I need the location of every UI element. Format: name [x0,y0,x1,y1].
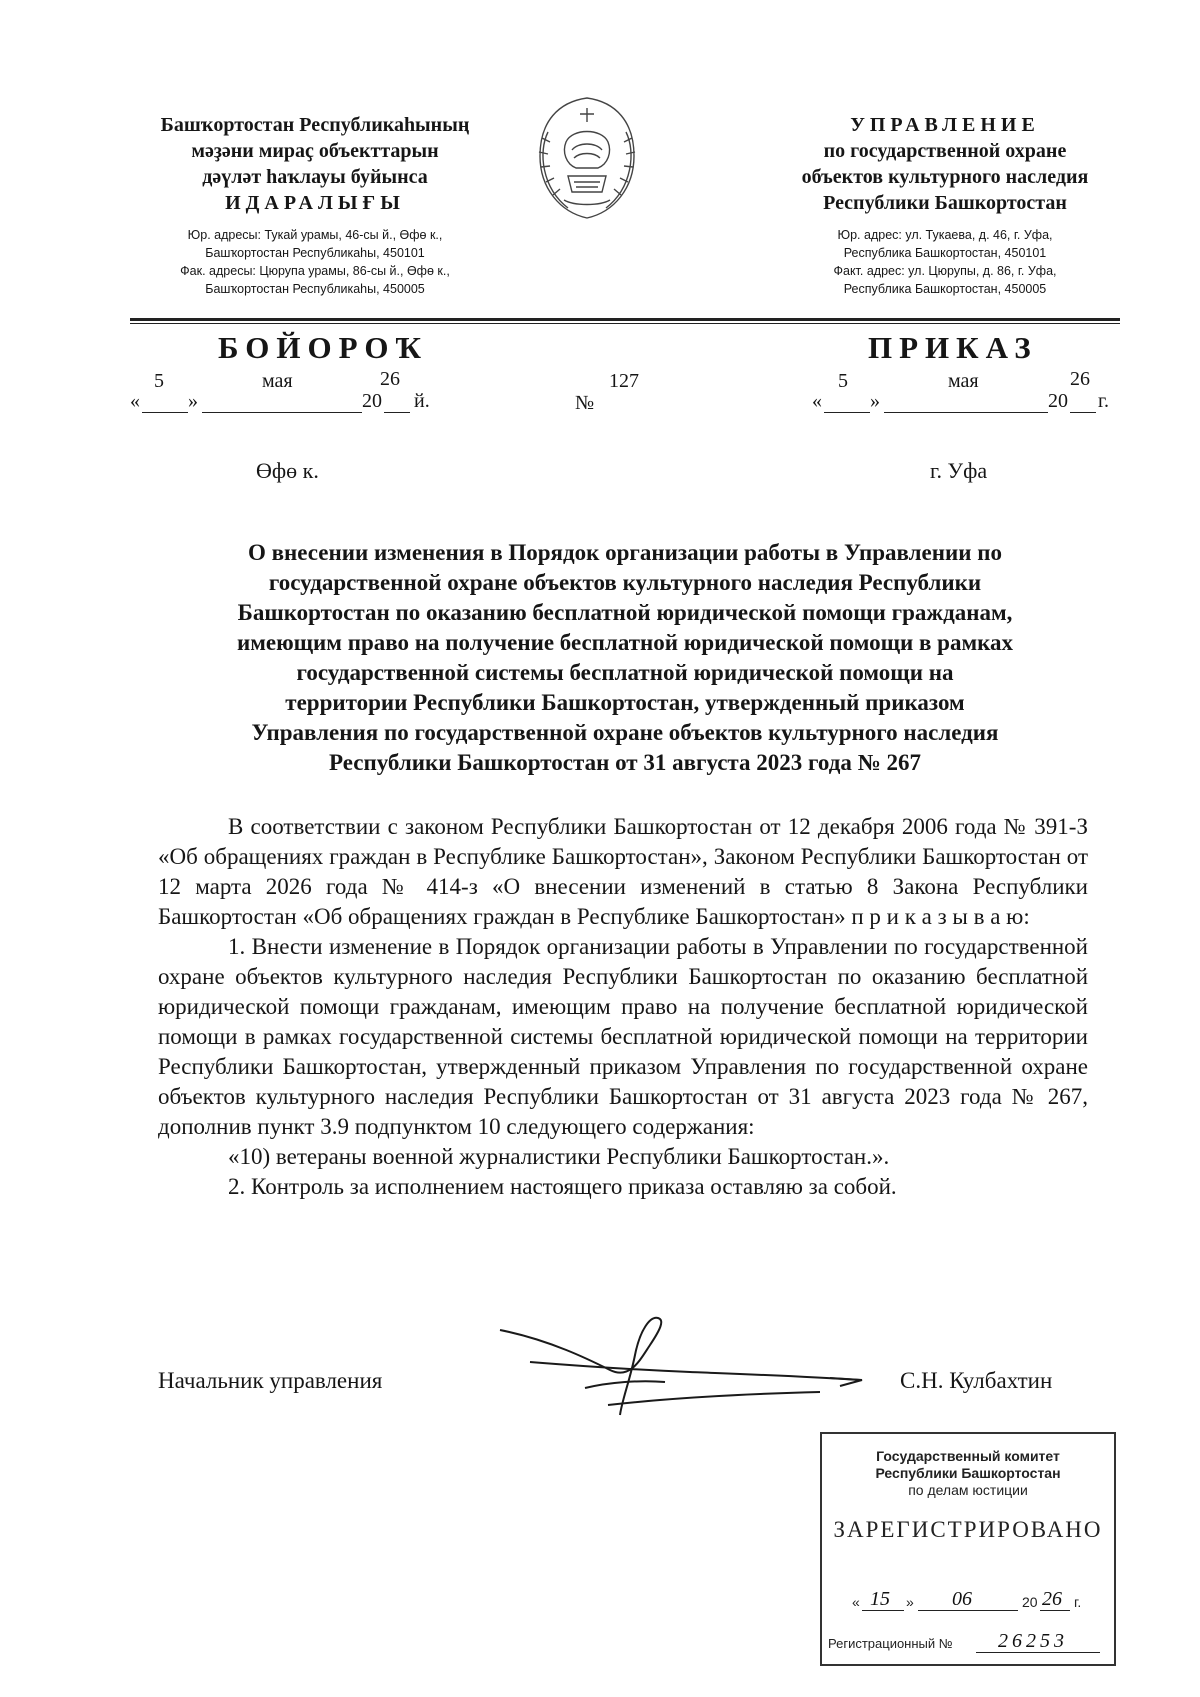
date-suffix: й. [414,390,430,412]
date-left [130,368,470,418]
number-label: № [575,392,595,414]
date-year-line [1070,390,1096,413]
heading-line: Управления по государственной охране объектов культурного наследия [251,720,999,745]
body-paragraph-item-1: 1. Внести изменение в Порядок организации работы в Управлении по государственной охране объектов культурного наследия Республики Башкортостан по оказанию бесплатной юридической помощи гражданам, имеющим право на получение бесплатной юридической помощи в рамках государственной системы бесплатной юридической помощи на территории Республики Башкортостан, утвержденный приказом Управления по государственной охране объектов культурного наследия Республики Башкортостан от 31 августа 2023 года № 267, дополнив пункт 3.9 подпунктом 10 следующего содержания: [158,934,1088,1139]
heading-line: Республики Башкортостан от 31 августа 2023 года № 267 [329,750,921,775]
number-value: 127 [609,370,639,392]
city-bashkir: Өфө к. [256,458,319,483]
stamp-year: 26 [1042,1588,1062,1610]
heading-line: государственной системы бесплатной юридической помощи на [296,660,954,685]
date-day: 5 [838,370,848,392]
org-name-russian-line2: по государственной охране [823,140,1067,162]
date-year: 26 [380,368,400,390]
signatory-name: С.Н. Кулбахтин [900,1368,1053,1393]
stamp-suffix: г. [1074,1594,1082,1610]
org-name-bashkir-line3: дәүләт һаҡлауы буйынса [202,166,428,188]
stamp-line: Государственный комитет [876,1448,1060,1464]
stamp-reg-label: Регистрационный № [828,1636,953,1651]
address-line: Факт. адрес: ул. Цюрупы, д. 86, г. Уфа, [833,264,1057,278]
signatory-title: Начальник управления [158,1368,383,1393]
date-suffix: г. [1098,390,1109,412]
header-left [120,112,510,298]
address-line: Башҡортостан Республикаһы, 450005 [205,282,425,296]
date-open-quote: « [130,390,140,412]
stamp-authority [822,1448,1114,1499]
org-name-russian-line4: Республики Башкортостан [823,192,1067,214]
stamp-year-prefix: 20 [1022,1594,1038,1610]
stamp-line: по делам юстиции [908,1482,1028,1498]
doc-type-russian: ПРИКАЗ [868,330,1038,365]
org-name-russian-line1: УПРАВЛЕНИЕ [850,114,1040,136]
org-name-bashkir-line2: мәҙәни мираҫ объекттарын [191,140,439,162]
address-line: Республика Башкортостан, 450005 [843,282,1047,296]
date-close-quote: » [870,390,880,412]
heading-line: имеющим право на получение бесплатной юридической помощи в рамках [236,630,1014,655]
date-right [812,368,1142,418]
heading-line: Башкортостан по оказанию бесплатной юридической помощи гражданам, [237,600,1013,625]
document-body [158,812,1088,1202]
date-close-quote: » [188,390,198,412]
org-name-russian-line3: объектов культурного наследия [801,166,1089,188]
body-paragraph-preamble [158,812,1088,932]
address-russian [780,226,1110,298]
stamp-close-quote: » [906,1594,914,1610]
order-verb: п р и к а з ы в а ю: [851,904,1030,929]
body-paragraph-item-2: 2. Контроль за исполнением настоящего приказа оставляю за собой. [228,1174,897,1199]
address-line: Башҡортостан Республикаһы, 450101 [205,246,425,260]
date-month: мая [262,370,293,392]
registration-stamp [820,1432,1116,1666]
stamp-status: ЗАРЕГИСТРИРОВАНО [833,1517,1103,1542]
stamp-open-quote: « [852,1594,860,1610]
date-day: 5 [154,370,164,392]
date-year-prefix: 20 [362,390,382,412]
heading-line: государственной охране объектов культурного наследия Республики [268,570,982,595]
stamp-line: Республики Башкортостан [875,1465,1061,1481]
body-paragraph-subitem: «10) ветераны военной журналистики Республики Башкортостан.». [228,1144,890,1169]
doc-type-bashkir: БОЙОРОҠ [218,330,429,365]
stamp-registration [828,1630,1110,1658]
address-line: Юр. адресы: Тукай урамы, 46-сы й., Өфө к., [187,228,443,242]
header-right [780,112,1110,298]
header-divider [130,318,1120,321]
date-month-line [884,390,1048,413]
stamp-day: 15 [870,1588,890,1610]
stamp-month: 06 [952,1588,972,1610]
handwritten-signature [490,1300,880,1420]
preamble-text: В соответствии с законом Республики Башкортостан от 12 декабря 2006 года № 391-З «Об обращениях граждан в Республике Башкортостан», Законом Республики Башкортостан от 12 марта 2026 года № 414-з «О внесении изменений в статью 8 Закона Республики Башкортостан «Об обращениях граждан в Республике Башкортостан» [158,814,1088,929]
address-bashkir [120,226,510,298]
address-line: Юр. адрес: ул. Тукаева, д. 46, г. Уфа, [837,228,1053,242]
coat-of-arms-emblem [528,92,646,224]
heading-line: О внесении изменения в Порядок организации работы в Управлении по [247,540,1002,565]
order-number [575,370,695,420]
date-month-line [202,390,362,413]
org-name-bashkir-line1: Башҡортостан Республикаһының [160,114,470,136]
stamp-reg-number: 26253 [998,1630,1068,1652]
city-russian: г. Уфа [930,458,988,483]
date-year-line [384,390,410,413]
date-open-quote: « [812,390,822,412]
date-year-prefix: 20 [1048,390,1068,412]
stamp-date [852,1584,1102,1616]
date-month: мая [948,370,979,392]
date-year: 26 [1070,368,1090,390]
date-day-line [142,390,188,413]
date-day-line [824,390,870,413]
heading-line: территории Республики Башкортостан, утвержденный приказом [285,690,965,715]
address-line: Республика Башкортостан, 450101 [843,246,1047,260]
address-line: Фак. адресы: Цюрупа урамы, 86-сы й., Өфө к., [180,264,450,278]
header-divider-thin [130,323,1120,324]
document-heading [150,538,1100,778]
org-name-bashkir-line4: ИДАРАЛЫҒЫ [225,192,405,214]
